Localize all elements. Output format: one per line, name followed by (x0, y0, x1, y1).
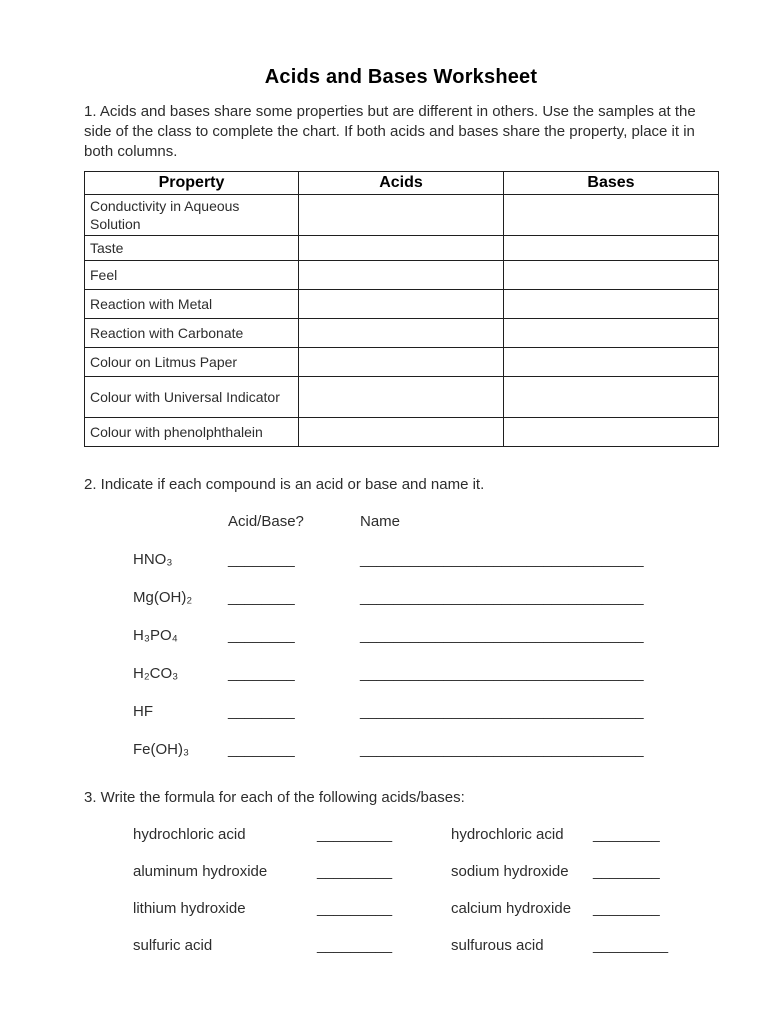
right-compound-label: sulfurous acid (451, 937, 544, 954)
bases-cell (504, 195, 719, 236)
table-row (85, 261, 719, 290)
compound-row (84, 550, 718, 570)
col-header-property: Property (85, 172, 299, 195)
left-formula-answer-blank: _________ (317, 937, 393, 954)
acids-cell (299, 195, 504, 236)
compound-formula: HF (133, 703, 153, 720)
question1-instructions: 1. Acids and bases share some properties but are different in others. Use the samples at the side of the class to complete the chart. If both acids and bases share the property, place it in both columns. (84, 103, 696, 160)
name-answer-blank: __________________________________ (360, 703, 644, 720)
name-column-header: Name (360, 513, 401, 530)
right-formula-answer-blank: ________ (593, 900, 660, 917)
left-formula-answer-blank: _________ (317, 826, 393, 843)
table-row (85, 195, 719, 236)
table-row (85, 236, 719, 261)
left-formula-answer-blank: _________ (317, 900, 393, 917)
acid-base-answer-blank: ________ (228, 627, 295, 644)
question2-column-headers (84, 512, 718, 532)
bases-cell (504, 377, 719, 418)
acids-cell (299, 236, 504, 261)
right-compound-label: hydrochloric acid (451, 826, 564, 843)
acids-cell (299, 319, 504, 348)
compound-row (84, 702, 718, 722)
compound-row (84, 626, 718, 646)
table-row (85, 290, 719, 319)
name-answer-blank: __________________________________ (360, 741, 644, 758)
table-row (85, 348, 719, 377)
bases-cell (504, 348, 719, 377)
table-row (85, 319, 719, 348)
compound-formula: HNO₃ (133, 551, 173, 568)
bases-cell (504, 290, 719, 319)
bases-cell (504, 418, 719, 447)
property-cell: Conductivity in Aqueous Solution (85, 195, 299, 236)
compound-row (84, 740, 718, 760)
left-compound-label: lithium hydroxide (133, 900, 246, 917)
compound-formula: H₃PO₄ (133, 627, 178, 644)
acids-cell (299, 290, 504, 319)
property-cell: Colour with Universal Indicator (85, 377, 299, 418)
question3-instructions: 3. Write the formula for each of the following acids/bases: (84, 789, 465, 806)
left-compound-label: aluminum hydroxide (133, 863, 268, 880)
name-answer-blank: __________________________________ (360, 589, 644, 606)
acid-base-answer-blank: ________ (228, 703, 295, 720)
acid-base-column-header: Acid/Base? (228, 513, 304, 530)
name-answer-blank: __________________________________ (360, 665, 644, 682)
right-formula-answer-blank: ________ (593, 863, 660, 880)
table-row (85, 418, 719, 447)
acids-cell (299, 348, 504, 377)
acid-base-answer-blank: ________ (228, 665, 295, 682)
acid-base-answer-blank: ________ (228, 589, 295, 606)
right-formula-answer-blank: ________ (593, 826, 660, 843)
left-formula-answer-blank: _________ (317, 863, 393, 880)
bases-cell (504, 236, 719, 261)
compound-formula: H₂CO₃ (133, 665, 179, 682)
formula-row (84, 825, 718, 845)
bases-cell (504, 261, 719, 290)
page-content (84, 0, 718, 956)
compound-formula: Mg(OH)₂ (133, 589, 193, 606)
name-answer-blank: __________________________________ (360, 551, 644, 568)
acids-cell (299, 377, 504, 418)
property-cell: Reaction with Carbonate (85, 319, 299, 348)
property-cell: Feel (85, 261, 299, 290)
right-compound-label: sodium hydroxide (451, 863, 569, 880)
compound-row (84, 588, 718, 608)
left-compound-label: sulfuric acid (133, 937, 213, 954)
formula-row (84, 936, 718, 956)
acids-cell (299, 261, 504, 290)
properties-table (84, 171, 719, 447)
formula-row (84, 899, 718, 919)
name-answer-blank: __________________________________ (360, 627, 644, 644)
property-cell: Colour on Litmus Paper (85, 348, 299, 377)
col-header-acids: Acids (299, 172, 504, 195)
right-compound-label: calcium hydroxide (451, 900, 572, 917)
question2-instructions: 2. Indicate if each compound is an acid or base and name it. (84, 476, 485, 493)
property-cell: Taste (85, 236, 299, 261)
acid-base-answer-blank: ________ (228, 741, 295, 758)
compound-formula: Fe(OH)₃ (133, 741, 190, 758)
acid-base-answer-blank: ________ (228, 551, 295, 568)
compound-row (84, 664, 718, 684)
left-compound-label: hydrochloric acid (133, 826, 246, 843)
table-row (85, 377, 719, 418)
acids-cell (299, 418, 504, 447)
right-formula-answer-blank: _________ (593, 937, 669, 954)
property-cell: Reaction with Metal (85, 290, 299, 319)
formula-row (84, 862, 718, 882)
col-header-bases: Bases (504, 172, 719, 195)
table-header-row (85, 172, 719, 195)
page-title: Acids and Bases Worksheet (264, 66, 538, 88)
bases-cell (504, 319, 719, 348)
property-cell: Colour with phenolphthalein (85, 418, 299, 447)
